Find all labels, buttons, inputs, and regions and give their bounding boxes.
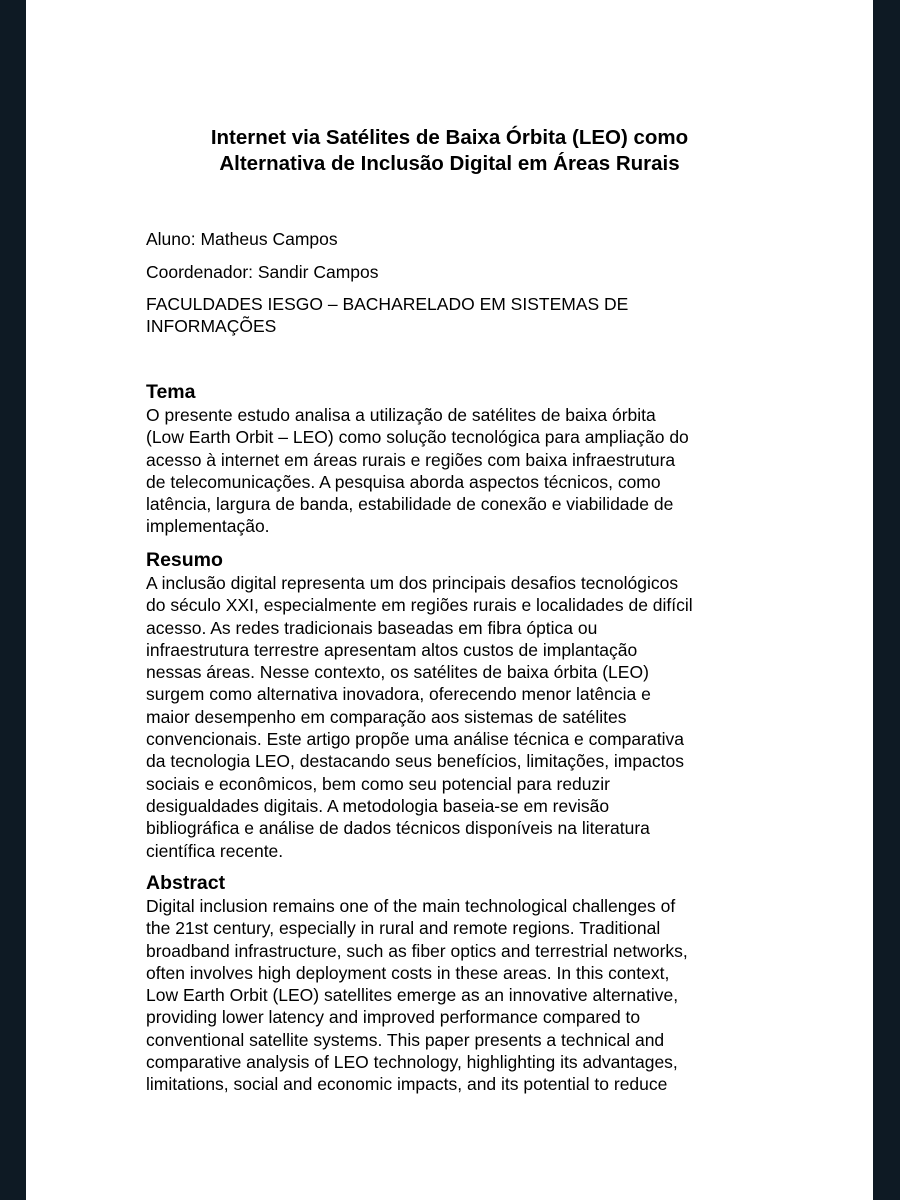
paragraph-line: infraestrutura terrestre apresentam altos custos de implantação (146, 639, 638, 660)
paragraph-line: da tecnologia LEO, destacando seus benefícios, limitações, impactos (146, 751, 684, 772)
paragraph-line: do século XXI, especialmente em regiões rurais e localidades de difícil (146, 595, 693, 616)
paragraph-line: A inclusão digital representa um dos principais desafios tecnológicos (146, 573, 679, 593)
paragraph-line: comparative analysis of LEO technology, highlighting its advantages, (146, 1052, 678, 1073)
document-title (26, 125, 873, 177)
section-heading: Abstract (146, 872, 226, 894)
paragraph-line: the 21st century, especially in rural and remote regions. Traditional (146, 918, 661, 939)
paragraph-line: acesso à internet em áreas rurais e regiões com baixa infraestrutura (146, 449, 676, 470)
paragraph-line: implementação. (146, 516, 270, 537)
title-line: Alternativa de Inclusão Digital em Áreas Rurais (219, 152, 680, 175)
paragraph-line: Digital inclusion remains one of the main technological challenges of (146, 896, 676, 916)
section-body (146, 404, 766, 538)
paragraph-line: limitations, social and economic impacts, and its potential to reduce (146, 1074, 668, 1095)
paragraph-line: bibliográfica e análise de dados técnicos disponíveis na literatura (146, 818, 650, 839)
paragraph-line: científica recente. (146, 840, 284, 861)
paragraph-line: desigualdades digitais. A metodologia baseia-se em revisão (146, 795, 610, 816)
paragraph-line: sociais e econômicos, bem como seu potencial para reduzir (146, 773, 610, 794)
paragraph-line: O presente estudo analisa a utilização de satélites de baixa órbita (146, 405, 656, 425)
institution-line: FACULDADES IESGO – BACHARELADO EM SISTEMAS DE (146, 294, 629, 314)
paragraph-line: broadband infrastructure, such as fiber optics and terrestrial networks, (146, 940, 688, 961)
section-heading: Resumo (146, 549, 223, 571)
title-line: Internet via Satélites de Baixa Órbita (LEO) como (210, 126, 689, 149)
institution-line: INFORMAÇÕES (146, 316, 277, 336)
paragraph-line: providing lower latency and improved performance compared to (146, 1007, 641, 1028)
paragraph-line: (Low Earth Orbit – LEO) como solução tecnológica para ampliação do (146, 427, 689, 448)
paragraph-line: surgem como alternativa inovadora, oferecendo menor latência e (146, 684, 651, 705)
paragraph-line: maior desempenho em comparação aos sistemas de satélites (146, 706, 627, 727)
section-tema (146, 380, 766, 538)
section-abstract (146, 871, 766, 1096)
author-line: Aluno: Matheus Campos (146, 229, 338, 249)
section-heading: Tema (146, 381, 196, 403)
section-resumo (146, 548, 766, 862)
section-body (146, 572, 766, 862)
advisor-line: Coordenador: Sandir Campos (146, 262, 379, 282)
paragraph-line: often involves high deployment costs in these areas. In this context, (146, 962, 670, 983)
institution-block (146, 293, 766, 337)
section-body (146, 895, 766, 1096)
paragraph-line: de telecomunicações. A pesquisa aborda aspectos técnicos, como (146, 471, 661, 492)
paragraph-line: acesso. As redes tradicionais baseadas em fibra óptica ou (146, 617, 598, 638)
document-page (26, 0, 873, 1200)
paragraph-line: latência, largura de banda, estabilidade de conexão e viabilidade de (146, 494, 674, 515)
paragraph-line: convencionais. Este artigo propõe uma análise técnica e comparativa (146, 729, 684, 750)
paragraph-line: Low Earth Orbit (LEO) satellites emerge as an innovative alternative, (146, 985, 679, 1006)
paragraph-line: nessas áreas. Nesse contexto, os satélites de baixa órbita (LEO) (146, 662, 649, 683)
paragraph-line: conventional satellite systems. This paper presents a technical and (146, 1029, 665, 1050)
